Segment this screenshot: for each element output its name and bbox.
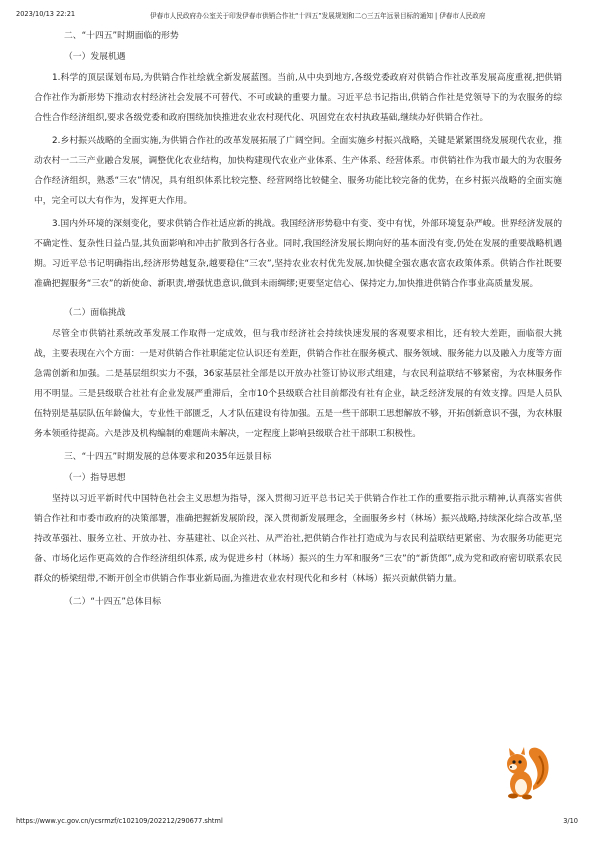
print-footer: [16, 817, 578, 829]
subsection-heading: （二）“十四五”总体目标: [64, 597, 162, 607]
paragraph: 3.国内外环境的深刻变化，要求供销合作社适应新的挑战。我国经济形势稳中有变、变中有忧，外部环境复杂严峻。世界经济发展的不确定性、复杂性日益凸显,其负面影响和冲击扩散到各行各业。同时,我国经济发展长期向好的基本面没有变,仍处在发展的重要战略机遇期。习近平总书记明确指出,经济形势越复杂,越要稳住“三农”,坚持农业农村优先发展,加快健全强农惠农富农政策体系。供销合作社既要准确把握服务“三农”的新使命、新职责,增强忧患意识,做到未雨绸缪;更要坚定信心、保持定力,加快推进供销合作事业高质量发展。: [34, 219, 562, 289]
paragraph: 1.科学的顶层谋划布局,为供销合作社绘就全新发展蓝图。当前,从中央到地方,各级党委政府对供销合作社改革发展高度重视,把供销合作社作为新形势下推动农村经济社会发展不可替代、不可或缺的重要力量。习近平总书记指出,供销合作社是党领导下的为农服务的综合性合作经济组织,要求各级党委和政府围绕加快推进农业农村现代化、巩固党在农村执政基础,继续办好供销合作社。: [34, 73, 562, 123]
print-date: 2023/10/13 22:21: [16, 10, 76, 18]
section-heading: 二、“十四五”时期面临的形势: [64, 31, 179, 41]
article-body: [34, 26, 562, 613]
subsection-heading: （一）指导思想: [64, 473, 126, 483]
page-url: https://www.yc.gov.cn/ycsrmzf/c102109/202212/290677.shtml: [16, 817, 223, 825]
paragraph: 2.乡村振兴战略的全面实施,为供销合作社的改革发展拓展了广阔空间。全面实施乡村振兴战略，关键是紧紧围绕发展现代农业，推动农村一二三产业融合发展，调整优化农业结构，加快构建现代农业产业体系、生产体系、经营体系。市供销社作为我市最大的为农服务合作经济组织，熟悉“三农”情况，具有组织体系比较完整、经营网络比较健全、服务功能比较完备的优势，在乡村振兴战略的全面实施中，完全可以大有作为，发挥更大作用。: [34, 136, 562, 206]
page-number: 3/10: [563, 817, 578, 825]
paragraph: 坚持以习近平新时代中国特色社会主义思想为指导，深入贯彻习近平总书记关于供销合作社工作的重要指示批示精神,认真落实省供销合作社和市委市政府的决策部署，准确把握新发展阶段，深入贯彻新发展理念，全面服务乡村（林场）振兴战略,持续深化综合改革,坚持改革强社、服务立社、开放办社、夯基建社、以企兴社、从严治社,把供销合作社打造成为与农民利益联结更紧密、为农服务功能更完备、市场化运作更高效的合作经济组织体系, 成为促进乡村（林场）振兴的生力军和服务“三农”的“新货郎”,成为党和政府密切联系农民群众的桥梁纽带,不断开创全市供销合作事业新局面,为推进农业农村现代化和乡村（林场）振兴贡献供销力量。: [34, 494, 562, 584]
print-page-title: 伊春市人民政府办公室关于印发伊春市供销合作社“十四五”发展规划和二○三五年远景目标的通知 | 伊春市人民政府: [150, 12, 486, 20]
squirrel-mascot-icon: [497, 740, 553, 802]
section-heading: 三、“十四五”时期发展的总体要求和2035年远景目标: [64, 452, 272, 462]
subsection-heading: （一）发展机遇: [64, 52, 126, 62]
print-header: [16, 8, 578, 22]
subsection-heading: （二）面临挑战: [64, 308, 126, 318]
paragraph: 尽管全市供销社系统改革发展工作取得一定成效，但与我市经济社会持续快速发展的客观要求相比，还有较大差距，面临很大挑战，主要表现在六个方面：一是对供销合作社职能定位认识还有差距，供销合作社在服务模式、服务领域、服务能力以及融入力度等方面急需创新和加强。二是基层组织实力不强，36家基层社全部是以开放办社签订协议形式组建，与农民利益联结不够紧密，为农林服务作用不明显。三是县级联合社社有企业发展严重滞后，全市10个县级联合社目前都没有社有企业，缺乏经济发展的有效支撑。四是人员队伍特别是基层队伍年龄偏大，专业性干部匮乏，人才队伍建设有待加强。五是一些干部职工思想解放不够，开拓创新意识不强，为农林服务本领亟待提高。六是涉及机构编制的难题尚未解决，一定程度上影响县级联合社干部职工积极性。: [34, 329, 562, 439]
